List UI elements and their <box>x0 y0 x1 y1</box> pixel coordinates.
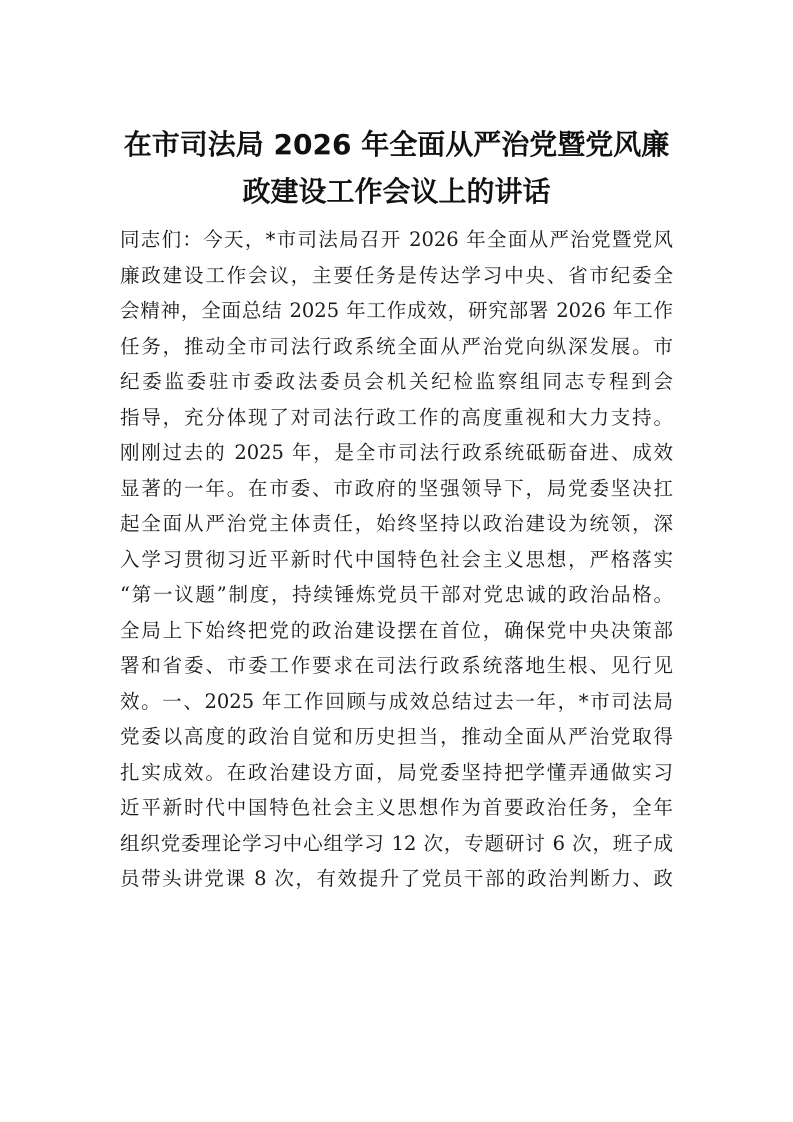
body-line: 同志们：今天，*市司法局召开 2026 年全面从严治党暨党风 <box>120 228 673 251</box>
body-line: 纪委监委驻市委政法委员会机关纪检监察组同志专程到会 <box>120 370 673 393</box>
body-line: 近平新时代中国特色社会主义思想作为首要政治任务，全年 <box>120 796 673 819</box>
body-line: 起全面从严治党主体责任，始终坚持以政治建设为统领，深 <box>120 512 673 535</box>
speech-body <box>120 222 673 897</box>
body-line: 廉政建设工作会议，主要任务是传达学习中央、省市纪委全 <box>120 263 673 287</box>
document-title-line-2: 政建设工作会议上的讲话 <box>242 175 551 208</box>
body-line: 党委以高度的政治自觉和历史担当，推动全面从严治党取得 <box>120 725 673 748</box>
body-line: 指导，充分体现了对司法行政工作的高度重视和大力支持。 <box>120 405 673 429</box>
body-line: 员带头讲党课 8 次，有效提升了党员干部的政治判断力、政 <box>120 867 673 890</box>
body-line: 会精神，全面总结 2025 年工作成效，研究部署 2026 年工作 <box>120 299 673 322</box>
body-line: 刚刚过去的 2025 年，是全市司法行政系统砥砺奋进、成效 <box>120 441 673 464</box>
body-line: 入学习贯彻习近平新时代中国特色社会主义思想，严格落实 <box>120 547 673 571</box>
body-line: 任务，推动全市司法行政系统全面从严治党向纵深发展。市 <box>120 334 673 358</box>
body-line: 署和省委、市委工作要求在司法行政系统落地生根、见行见 <box>120 654 673 677</box>
body-line: 组织党委理论学习中心组学习 12 次，专题研讨 6 次，班子成 <box>120 831 673 855</box>
body-line: 效。一、2025 年工作回顾与成效总结过去一年，*市司法局 <box>120 689 673 713</box>
document-title-line-1: 在市司法局 2026 年全面从严治党暨党风廉 <box>123 128 670 161</box>
body-line: 扎实成效。在政治建设方面，局党委坚持把学懂弄通做实习 <box>120 760 673 784</box>
body-line: “第一议题”制度，持续锤炼党员干部对党忠诚的政治品格。 <box>120 583 673 606</box>
body-line: 全局上下始终把党的政治建设摆在首位，确保党中央决策部 <box>120 618 673 642</box>
body-line: 显著的一年。在市委、市政府的坚强领导下，局党委坚决扛 <box>120 476 673 500</box>
